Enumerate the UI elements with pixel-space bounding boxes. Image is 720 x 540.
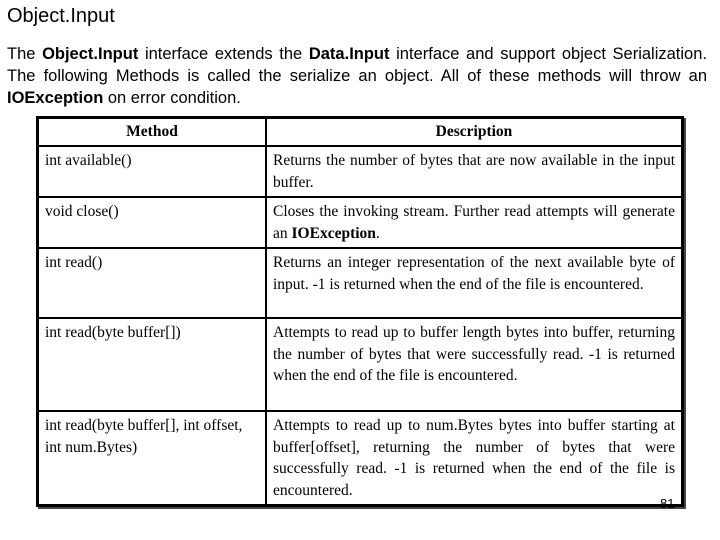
table-row bbox=[38, 318, 682, 411]
table-row bbox=[38, 146, 682, 197]
method-cell: void close() bbox=[38, 197, 266, 248]
intro-text: interface extends the bbox=[138, 45, 309, 63]
method-cell: int available() bbox=[38, 146, 266, 197]
description-cell bbox=[266, 197, 682, 248]
object-input-term: Object.Input bbox=[42, 45, 139, 63]
table-header-row bbox=[38, 118, 682, 146]
description-cell: Attempts to read up to buffer length bytes into buffer, returning the number of bytes that were successfully read. -1 is returned when the end of the file is encountered. bbox=[266, 318, 682, 411]
description-column-header: Description bbox=[266, 118, 682, 146]
data-input-term: Data.Input bbox=[308, 45, 390, 63]
table-row bbox=[38, 248, 682, 318]
description-text: Closes the invoking stream. Further read attempts will generate an bbox=[273, 203, 675, 242]
methods-table bbox=[36, 116, 684, 507]
intro-text: The bbox=[7, 45, 43, 63]
description-text: . bbox=[375, 224, 380, 242]
ioexception-term: IOException bbox=[7, 89, 104, 107]
table-row bbox=[38, 197, 682, 248]
page-title: Object.Input bbox=[7, 5, 115, 27]
description-cell: Attempts to read up to num.Bytes bytes into buffer starting at buffer[offset], returning the number of bytes that were successfully read. -1 is returned when the end of the file is encountered. bbox=[266, 411, 682, 505]
method-cell: int read(byte buffer[]) bbox=[38, 318, 266, 411]
intro-text: on error condition. bbox=[103, 89, 241, 107]
ioexception-term: IOException bbox=[291, 224, 376, 242]
method-cell: int read() bbox=[38, 248, 266, 318]
method-column-header: Method bbox=[38, 118, 266, 146]
description-cell: Returns an integer representation of the next available byte of input. -1 is returned when the end of the file is encountered. bbox=[266, 248, 682, 318]
page-number: 81 bbox=[660, 496, 675, 511]
table-row bbox=[38, 411, 682, 505]
description-cell: Returns the number of bytes that are now available in the input buffer. bbox=[266, 146, 682, 197]
method-cell: int read(byte buffer[], int offset, int num.Bytes) bbox=[38, 411, 266, 505]
intro-paragraph bbox=[7, 43, 707, 109]
intro-text: interface and support object Serialization. The following Methods is called the serialize an object. All of these methods will throw an bbox=[7, 45, 707, 85]
